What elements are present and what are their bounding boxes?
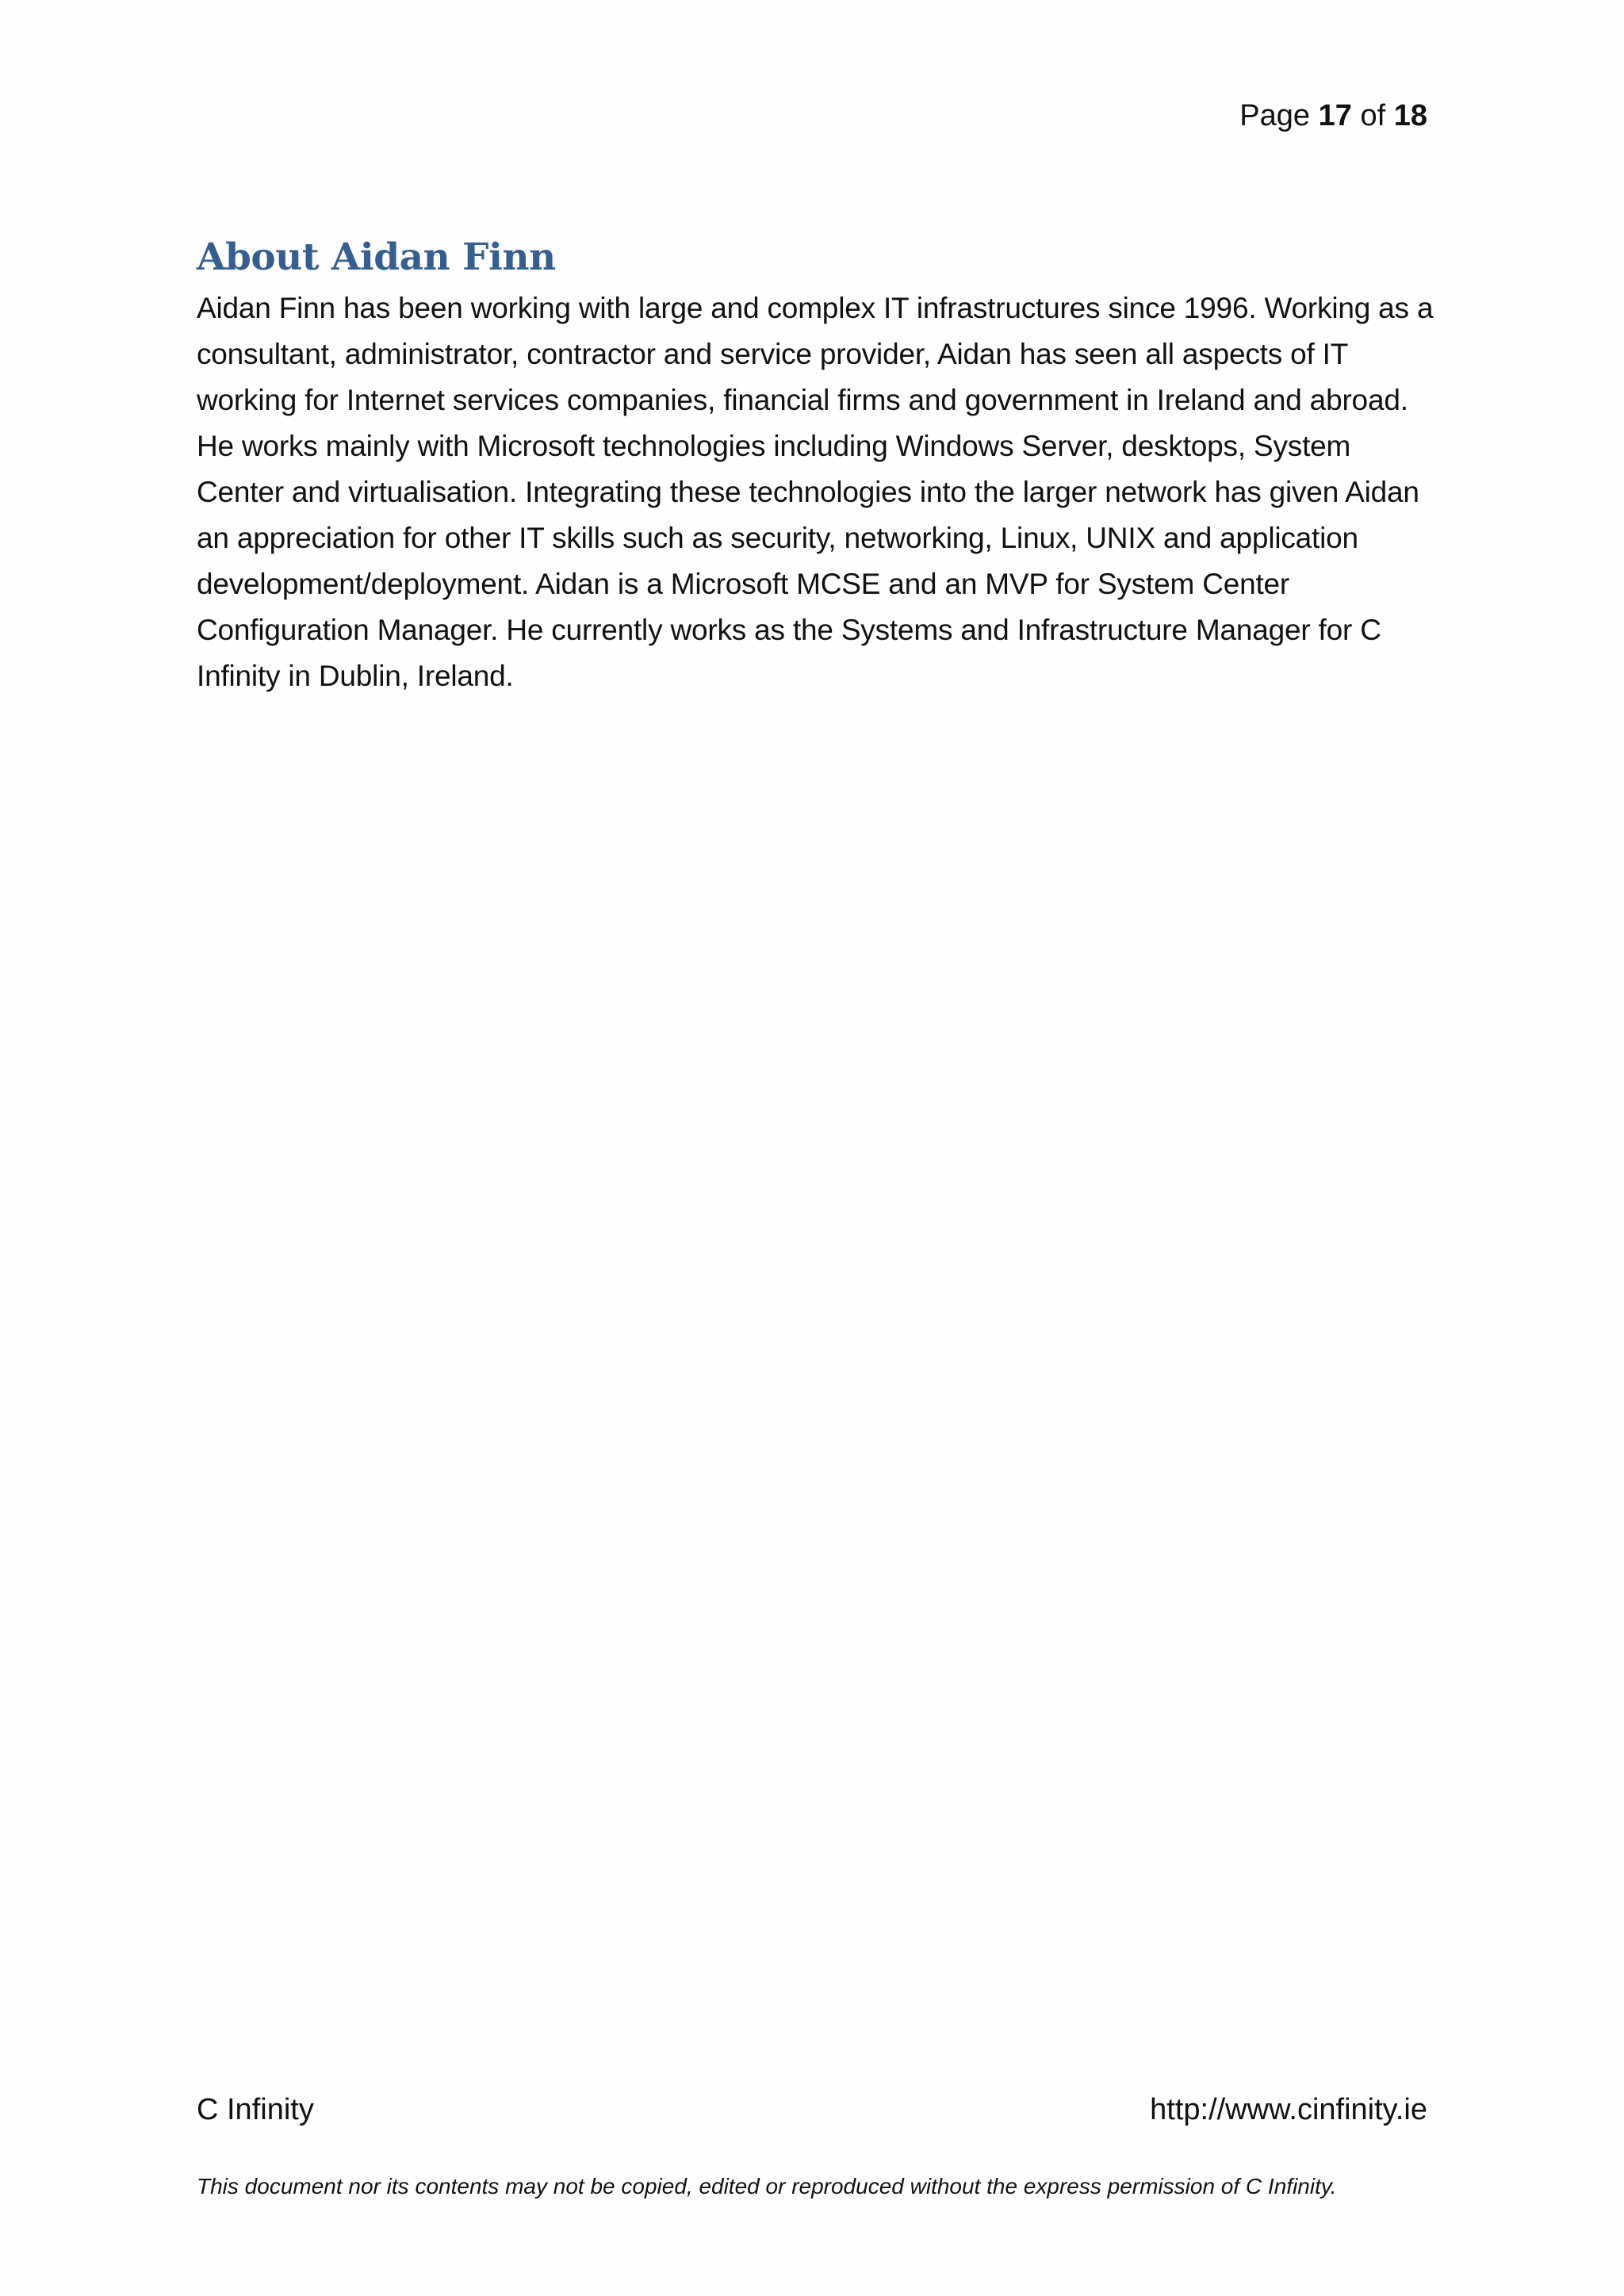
copyright-notice: This document nor its contents may not be copied, edited or reproduced without the express permission of C Infinity. [197,2174,1337,2198]
footer-company-name: C Infinity [197,2093,314,2126]
biography-paragraph: Aidan Finn has been working with large and complex IT infrastructures since 1996. Working as a consultant, administrator, contractor and service provider, Aidan has seen all aspects of IT working for Internet services companies, financial firms and government in Ireland and abroad. He works mainly with Microsoft technologies including Windows Server, desktops, System Center and virtualisation. Integrating these technologies into the larger network has given Aidan an appreciation for other IT skills such as security, networking, Linux, UNIX and application development/deployment. Aidan is a Microsoft MCSE and an MVP for System Center Configuration Manager. He currently works as the Systems and Infrastructure Manager for C Infinity in Dublin, Ireland. [197,292,1434,692]
current-page-number: 17 [1318,99,1352,132]
total-page-count: 18 [1393,99,1427,132]
page-of-label: of [1360,99,1386,132]
page-number [1239,97,1427,135]
page-label: Page [1239,99,1311,132]
about-section [197,230,1434,699]
section-title: About Aidan Finn [197,235,556,279]
footer-website-url: http://www.cinfinity.ie [1150,2093,1427,2126]
